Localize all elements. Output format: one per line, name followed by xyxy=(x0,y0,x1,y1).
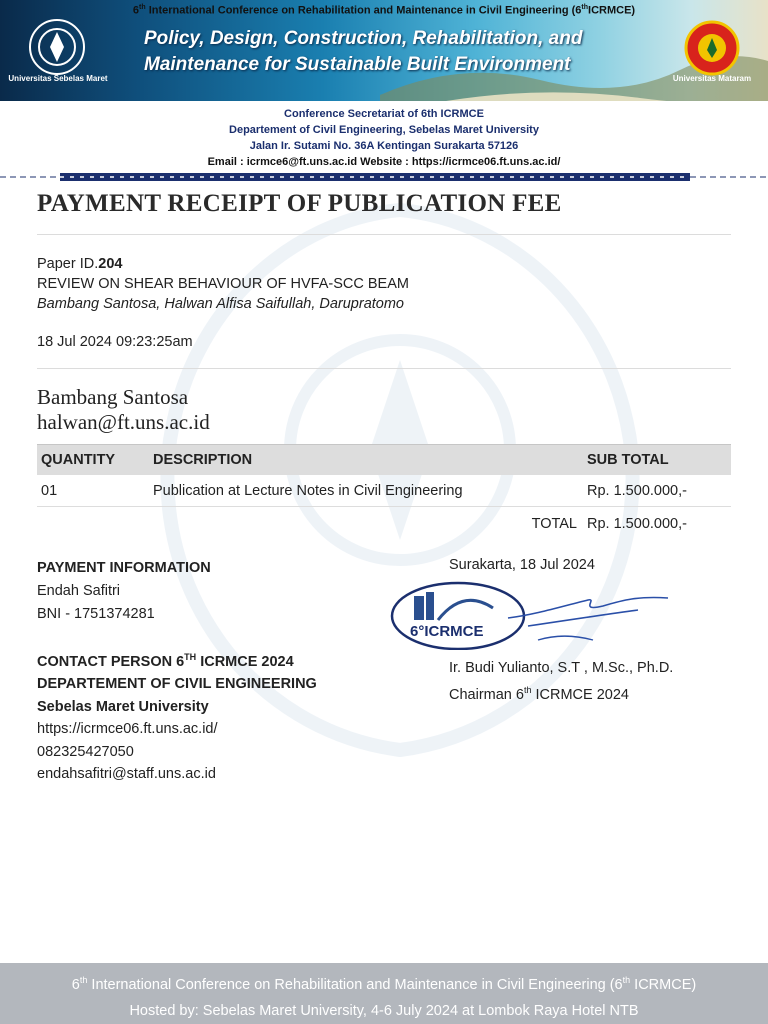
stamp-text: 6°ICRMCE xyxy=(410,623,484,640)
footer-line-host: Hosted by: Sebelas Maret University, 4-6 July 2024 at Lombok Raya Hotel NTB xyxy=(129,1002,639,1019)
total-value: Rp. 1.500.000,- xyxy=(587,516,687,532)
icrmce-stamp-signature xyxy=(388,578,678,650)
contact-title: CONTACT PERSON 6TH ICRMCE 2024 xyxy=(37,652,294,670)
receipt-title: PAYMENT RECEIPT OF PUBLICATION FEE xyxy=(37,190,562,217)
uns-logo-label: Universitas Sebelas Maret xyxy=(8,74,108,83)
uns-logo-icon xyxy=(28,18,86,76)
paper-id-value: 204 xyxy=(98,256,123,272)
recipient xyxy=(37,385,210,435)
paper-authors: Bambang Santosa, Halwan Alfisa Saifullah, Darupratomo xyxy=(37,296,404,312)
payment-name: Endah Safitri xyxy=(37,583,121,599)
row-subtotal: Rp. 1.500.000,- xyxy=(587,482,687,499)
col-quantity: QUANTITY xyxy=(41,452,116,468)
contact-person xyxy=(37,646,317,786)
header-banner xyxy=(0,0,768,101)
unram-logo-icon xyxy=(684,20,740,76)
paper-info xyxy=(37,254,409,314)
secretariat-contact-line: Email : icrmce6@ft.uns.ac.id Website : https://icrmce06.ft.uns.ac.id/ xyxy=(207,156,561,168)
contact-department: DEPARTEMENT OF CIVIL ENGINEERING xyxy=(37,676,317,693)
contact-university: Sebelas Maret University xyxy=(37,698,209,715)
signature-place-date: Surakarta, 18 Jul 2024 xyxy=(449,557,595,573)
payment-title: PAYMENT INFORMATION xyxy=(37,560,211,576)
banner-conference-line: 6th International Conference on Rehabilitation and Maintenance in Civil Engineering (6thICRMCE) xyxy=(132,4,636,17)
total-label: TOTAL xyxy=(531,516,577,532)
recipient-name: Bambang Santosa xyxy=(37,385,189,409)
contact-website[interactable]: https://icrmce06.ft.uns.ac.id/ xyxy=(37,721,218,738)
unram-logo-label: Universitas Mataram xyxy=(672,74,752,83)
total-row xyxy=(37,507,731,541)
secretariat-address xyxy=(0,106,768,170)
fee-table xyxy=(37,444,731,541)
batik-divider xyxy=(0,172,768,182)
banner-theme-title: Policy, Design, Construction, Rehabilitation, and Maintenance for Sustainable Built Environment xyxy=(144,28,583,75)
col-subtotal: SUB TOTAL xyxy=(587,452,669,468)
paper-title: REVIEW ON SHEAR BEHAVIOUR OF HVFA-SCC BEAM xyxy=(37,276,409,292)
recipient-email: halwan@ft.uns.ac.id xyxy=(37,410,210,434)
signatory-role: Chairman 6th ICRMCE 2024 xyxy=(449,685,629,703)
secretariat-line: Conference Secretariat of 6th ICRMCE xyxy=(284,108,484,120)
footer-line-conference: 6th International Conference on Rehabilitation and Maintenance in Civil Engineering (6th ICRMCE) xyxy=(71,975,697,993)
signatory xyxy=(449,657,673,706)
secretariat-line: Jalan Ir. Sutami No. 36A Kentingan Surakarta 57126 xyxy=(249,140,519,152)
table-row xyxy=(37,475,731,507)
paper-id-label: Paper ID. xyxy=(37,256,99,272)
row-quantity: 01 xyxy=(41,482,58,499)
contact-phone: 082325427050 xyxy=(37,743,134,760)
divider xyxy=(37,234,731,235)
col-description: DESCRIPTION xyxy=(153,452,253,468)
footer xyxy=(0,963,768,1024)
table-header xyxy=(37,444,731,475)
payment-information xyxy=(37,557,211,626)
contact-email[interactable]: endahsafitri@staff.uns.ac.id xyxy=(37,766,216,783)
signatory-name: Ir. Budi Yulianto, S.T , M.Sc., Ph.D. xyxy=(449,660,674,676)
paper-id-line xyxy=(37,254,409,274)
secretariat-line: Departement of Civil Engineering, Sebelas Maret University xyxy=(229,124,539,136)
receipt-datetime: 18 Jul 2024 09:23:25am xyxy=(37,334,193,350)
payment-account: BNI - 1751374281 xyxy=(37,606,155,622)
divider xyxy=(37,368,731,369)
row-description: Publication at Lecture Notes in Civil Engineering xyxy=(153,482,463,499)
